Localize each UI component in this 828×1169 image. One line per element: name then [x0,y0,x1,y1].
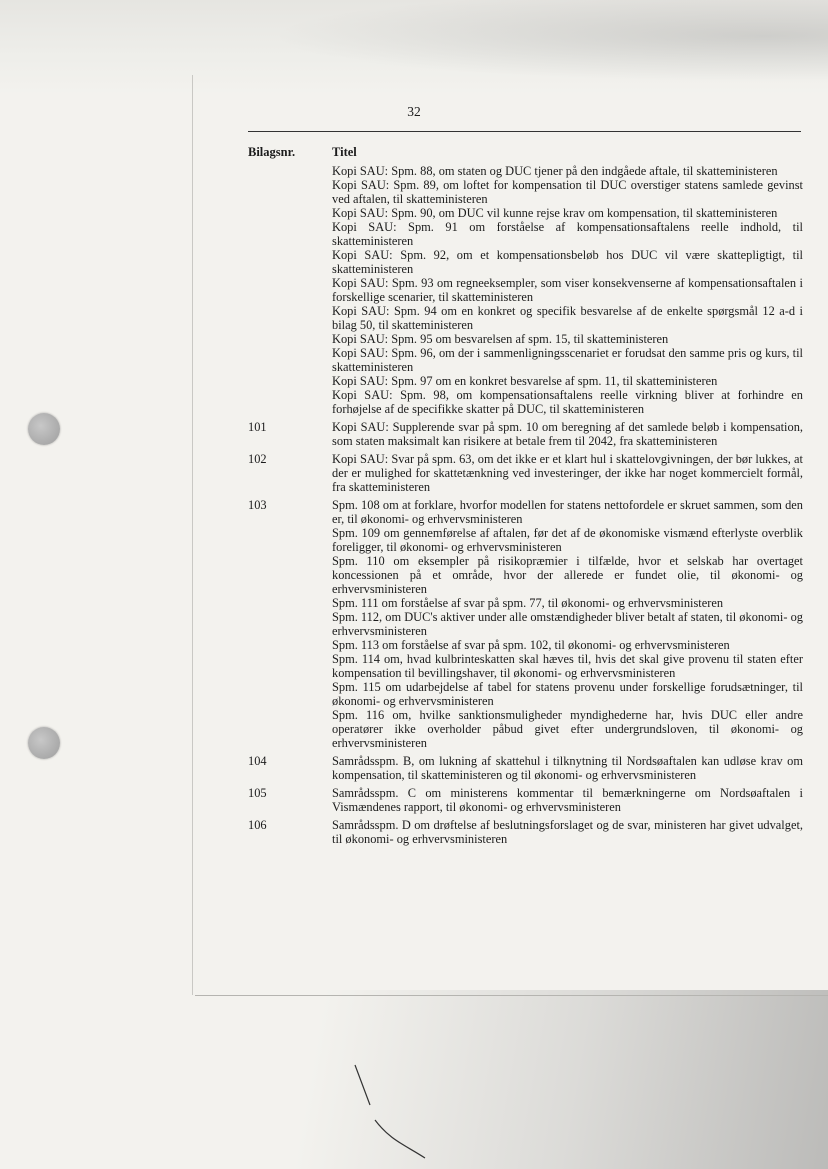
appendix-title: Spm. 112, om DUC's aktiver under alle omstændigheder bliver betalt af staten, til økonomi- og erhvervsministeren [332,610,803,638]
column-header-nr: Bilagsnr. [248,145,296,159]
appendix-title: Kopi SAU: Spm. 98, om kompensationsaftalens reelle virkning bliver at forhindre en forhøjelse af de specifikke skatter på DUC, til skatteministeren [332,388,803,416]
appendix-titles [332,754,803,782]
appendix-number: 105 [248,786,267,800]
punch-hole-icon [28,413,60,445]
appendix-title: Spm. 113 om forståelse af svar på spm. 102, til økonomi- og erhvervsministeren [332,638,730,652]
appendix-title: Kopi SAU: Spm. 92, om et kompensationsbeløb hos DUC vil være skattepligtigt, til skatteministeren [332,248,803,276]
appendix-title: Kopi SAU: Supplerende svar på spm. 10 om beregning af det samlede beløb i kompensation, som staten maksimalt kan risikere at betale frem til 2042, fra skatteministeren [332,420,803,448]
appendix-title: Spm. 108 om at forklare, hvorfor modellen for statens nettofordele er skruet sammen, som den er, til økonomi- og erhvervsministeren [332,498,803,526]
appendix-title: Kopi SAU: Spm. 96, om der i sammenligningsscenariet er forudsat den samme pris og kurs, til skatteministeren [332,346,803,374]
appendix-title: Kopi SAU: Spm. 89, om loftet for kompensation til DUC overstiger statens samlede gevinst ved aftalen, til skatteministeren [332,178,803,206]
appendix-title: Samrådsspm. D om drøftelse af beslutningsforslaget og de svar, ministeren har givet udvalget, til økonomi- og erhvervsministeren [332,818,803,846]
appendix-titles [332,420,803,448]
appendix-group [248,452,803,494]
appendix-title: Kopi SAU: Svar på spm. 63, om det ikke er et klart hul i skattelovgivningen, der bør lukkes, at der er mulighed for skattetænkning ved investeringer, der ikke har noget kommercielt formål, fra skatteministeren [332,452,803,494]
appendix-title: Kopi SAU: Spm. 94 om en konkret og specifik besvarelse af de enkelte spørgsmål 12 a-d i bilag 50, til skatteministeren [332,304,803,332]
appendix-title: Kopi SAU: Spm. 90, om DUC vil kunne rejse krav om kompensation, til skatteministeren [332,206,778,220]
appendix-title: Samrådsspm. C om ministerens kommentar til bemærkningerne om Nordsøaftalen i Vismændenes rapport, til økonomi- og erhvervsministeren [332,786,803,814]
appendix-title: Spm. 110 om eksempler på risikopræmier i tilfælde, hvor et selskab har overtaget koncessionen på et område, hvor der allerede er fundet olie, til økonomi- og erhvervsministeren [332,554,803,596]
appendix-title: Spm. 111 om forståelse af svar på spm. 77, til økonomi- og erhvervsministeren [332,596,724,610]
appendix-number: 102 [248,452,267,466]
header-rule [248,131,801,132]
punch-hole-icon [28,727,60,759]
appendix-title: Spm. 109 om gennemførelse af aftalen, før det af de økonomiske vismænd efterlyste overblik foreligger, til økonomi- og erhvervsministeren [332,526,803,554]
appendix-title: Kopi SAU: Spm. 88, om staten og DUC tjener på den indgåede aftale, til skatteministeren [332,164,778,178]
scan-shadow-bottom [190,990,828,1169]
appendix-title: Kopi SAU: Spm. 97 om en konkret besvarelse af spm. 11, til skatteministeren [332,374,718,388]
appendix-number: 103 [248,498,267,512]
scan-shadow-top [0,0,828,95]
appendix-list [248,164,803,850]
appendix-titles [332,818,803,846]
pen-mark-icon [350,1060,430,1160]
appendix-group [248,818,803,846]
appendix-number: 101 [248,420,267,434]
appendix-title: Samrådsspm. B, om lukning af skattehul i tilknytning til Nordsøaftalen kan udløse krav om kompensation, til skatteministeren og til økonomi- og erhvervsministeren [332,754,803,782]
appendix-title: Kopi SAU: Spm. 91 om forståelse af kompensationsaftalens reelle indhold, til skatteministeren [332,220,803,248]
appendix-number: 104 [248,754,267,768]
appendix-group [248,786,803,814]
page-bottom-edge [195,995,828,996]
appendix-group [248,498,803,750]
page-number: 32 [407,104,421,119]
appendix-title: Kopi SAU: Spm. 95 om besvarelsen af spm. 15, til skatteministeren [332,332,669,346]
appendix-titles [332,498,803,750]
appendix-titles [332,452,803,494]
appendix-group [248,754,803,782]
appendix-number [248,164,332,416]
page-margin-line [192,75,193,995]
appendix-group [248,420,803,448]
appendix-number: 106 [248,818,267,832]
appendix-title: Kopi SAU: Spm. 93 om regneeksempler, som viser konsekvenserne af kompensationsaftalen i forskellige scenarier, til skatteministeren [332,276,803,304]
appendix-title: Spm. 114 om, hvad kulbrinteskatten skal hæves til, hvis det skal give provenu til staten efter kompensation til bevillingshaver, til økonomi- og erhvervsministeren [332,652,803,680]
appendix-titles [332,786,803,814]
column-header-title: Titel [332,145,357,159]
appendix-title: Spm. 116 om, hvilke sanktionsmuligheder myndighederne har, hvis DUC eller andre operatører ikke overholder påbud givet efter undergrundsloven, til økonomi- og erhvervsministeren [332,708,803,750]
appendix-title: Spm. 115 om udarbejdelse af tabel for statens provenu under forskellige forudsætninger, til økonomi- og erhvervsministeren [332,680,803,708]
appendix-titles [332,164,803,416]
appendix-group [248,164,803,416]
